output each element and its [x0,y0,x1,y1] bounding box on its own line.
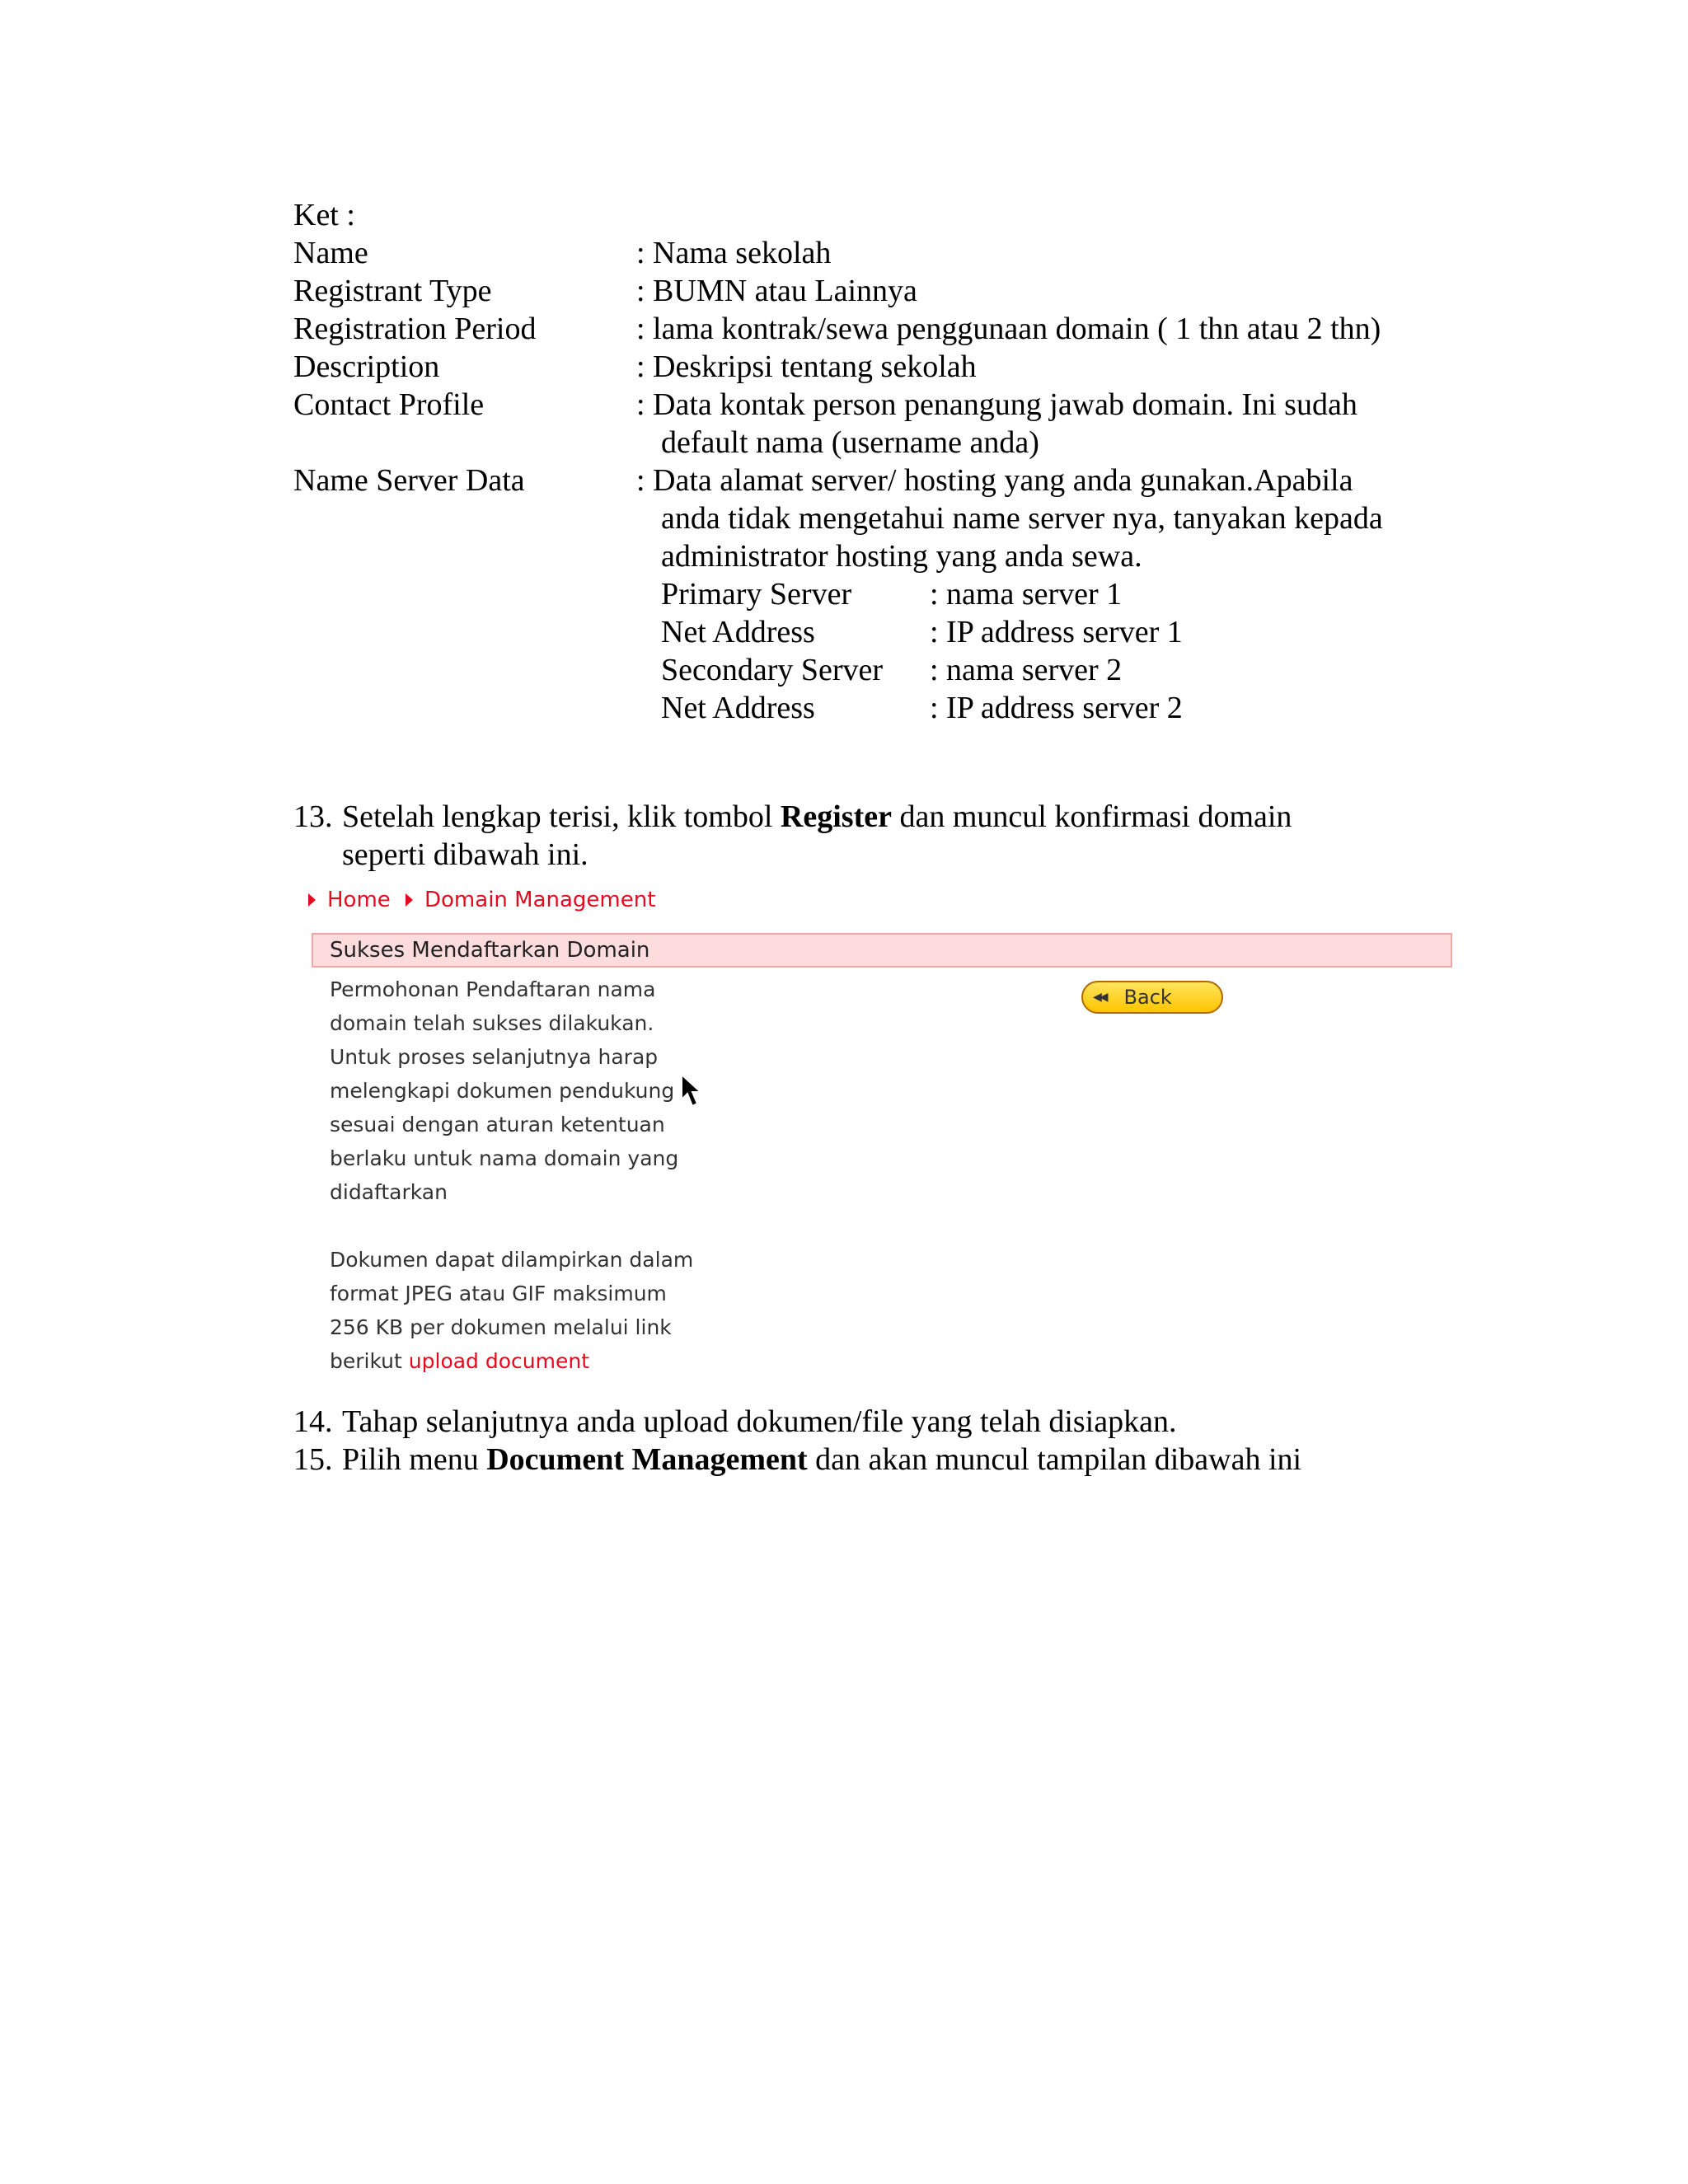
server-label-net-address-1: Net Address [661,615,815,649]
field-value-contact-profile-cont: default nama (username anda) [661,425,1039,460]
field-value-registration-period: : lama kontrak/sewa penggunaan domain ( 1 thn atau 2 thn) [636,312,1381,346]
field-label-registrant-type: Registrant Type [293,274,492,308]
step-15-pre: Pilih menu [342,1442,487,1477]
breadcrumb-arrow-icon [308,893,316,907]
step-13-post: dan muncul konfirmasi domain [891,799,1292,834]
message-line: didaftarkan [330,1180,448,1204]
server-label-net-address-2: Net Address [661,691,815,725]
server-value-net-address-2: : IP address server 2 [930,691,1183,725]
field-label-registration-period: Registration Period [293,312,537,346]
domain-confirmation-screenshot [305,883,1459,1394]
step-15-bold: Document Management [486,1442,808,1477]
step-13-number: 13. [293,799,333,834]
step-15-number: 15. [293,1442,333,1477]
instruction-line: 256 KB per dokumen melalui link [330,1315,672,1339]
success-message [330,972,678,1209]
message-line: sesuai dengan aturan ketentuan [330,1113,665,1137]
breadcrumb-domain-management[interactable] [406,883,655,916]
field-value-description: : Deskripsi tentang sekolah [636,349,977,384]
step-13-text-cont: seperti dibawah ini. [342,837,588,872]
field-value-name-server-data-cont: administrator hosting yang anda sewa. [661,539,1142,574]
message-line: melengkapi dokumen pendukung [330,1079,675,1103]
instruction-line: format JPEG atau GIF maksimum [330,1282,667,1305]
server-value-secondary: : nama server 2 [930,653,1123,687]
field-label-name: Name [293,236,368,270]
server-label-secondary: Secondary Server [661,653,884,687]
document-instructions [330,1243,693,1378]
field-value-name: : Nama sekolah [636,236,832,270]
step-13-text [342,798,1292,836]
server-value-primary: : nama server 1 [930,577,1123,612]
step-14-number: 14. [293,1404,333,1439]
ket-heading: Ket : [293,198,355,232]
message-line: Permohonan Pendaftaran nama [330,977,656,1001]
breadcrumb-home[interactable] [308,883,391,916]
field-value-name-server-data: : Data alamat server/ hosting yang anda gunakan.Apabila [636,463,1353,498]
server-label-primary: Primary Server [661,577,852,612]
back-button[interactable] [1081,981,1223,1014]
field-value-name-server-data-cont: anda tidak mengetahui name server nya, tanyakan kepada [661,501,1383,536]
message-line: berlaku untuk nama domain yang [330,1146,679,1170]
field-value-contact-profile: : Data kontak person penangung jawab domain. Ini sudah [636,387,1357,422]
success-header [312,933,1452,968]
success-header-label: Sukses Mendaftarkan Domain [330,938,650,963]
upload-document-link[interactable]: upload document [408,1349,590,1373]
message-line: domain telah sukses dilakukan. [330,1011,654,1035]
breadcrumb-domain-management-label: Domain Management [424,888,656,912]
step-15-post: dan akan muncul tampilan dibawah ini [807,1442,1302,1477]
breadcrumb-arrow-icon [406,893,413,907]
message-line: Untuk proses selanjutnya harap [330,1045,659,1069]
back-button-label: Back [1123,986,1172,1009]
step-14-text: Tahap selanjutnya anda upload dokumen/file yang telah disiapkan. [342,1404,1177,1439]
field-label-name-server-data: Name Server Data [293,463,525,498]
field-value-registrant-type: : BUMN atau Lainnya [636,274,917,308]
field-label-description: Description [293,349,440,384]
step-13-bold: Register [780,799,892,834]
step-15-text [342,1441,1301,1479]
field-label-contact-profile: Contact Profile [293,387,485,422]
breadcrumb-home-label: Home [327,888,391,912]
mouse-cursor-icon [680,1073,705,1109]
server-value-net-address-1: : IP address server 1 [930,615,1183,649]
instruction-line: Dokumen dapat dilampirkan dalam [330,1248,694,1272]
rewind-icon: ◀◀ [1093,991,1106,1004]
instruction-line [330,1344,693,1378]
step-13-pre: Setelah lengkap terisi, klik tombol [342,799,781,834]
instruction-last-text: berikut [330,1349,409,1373]
